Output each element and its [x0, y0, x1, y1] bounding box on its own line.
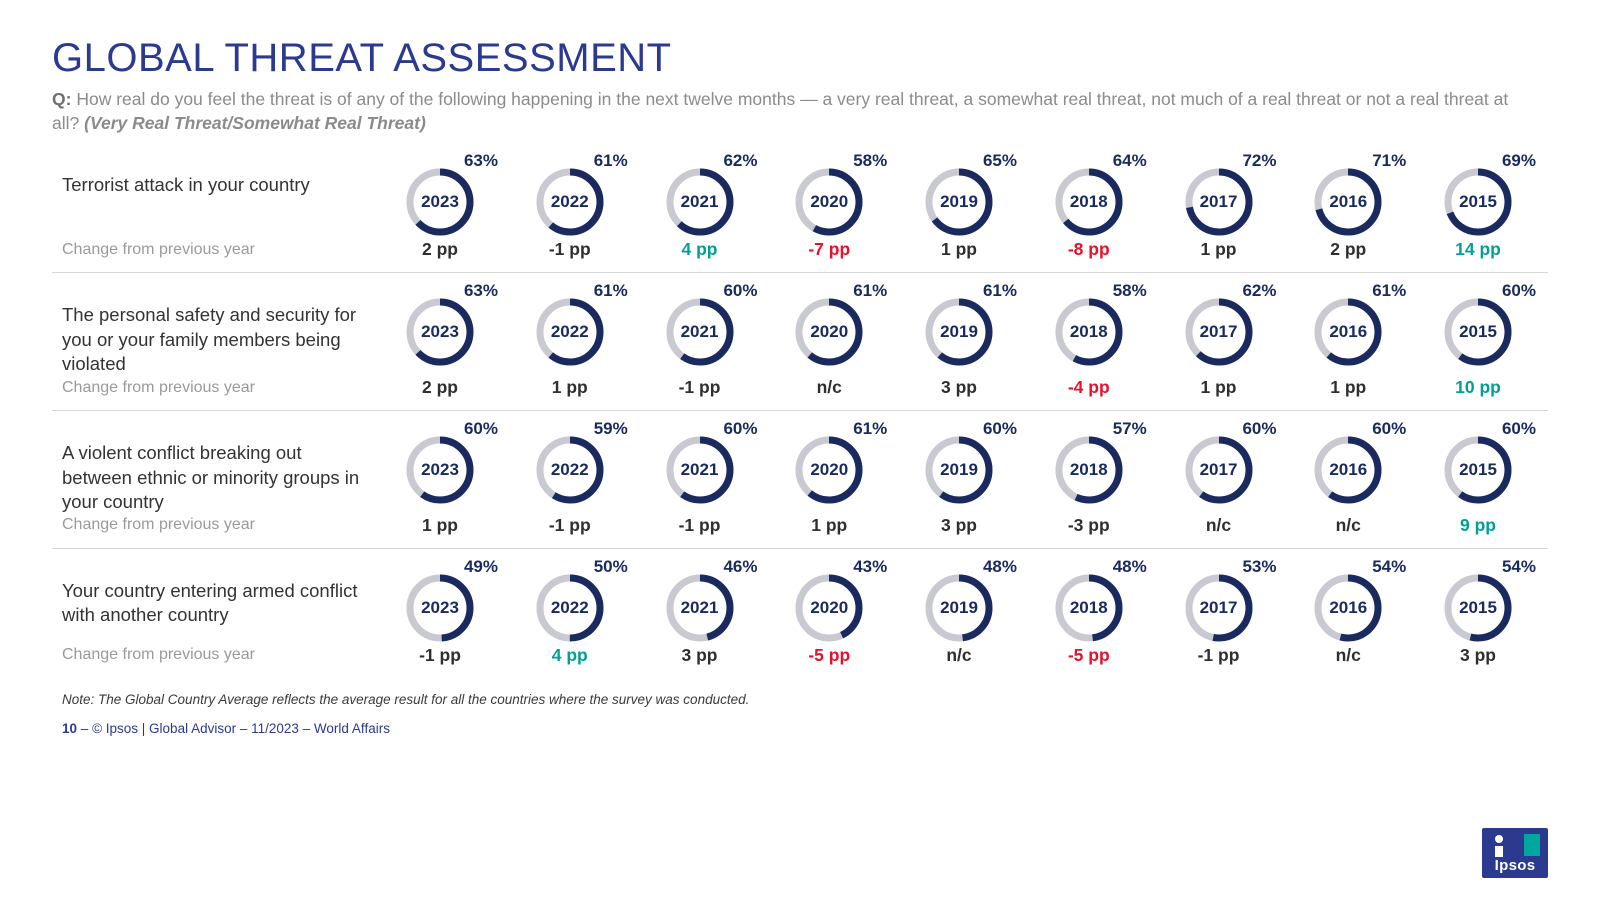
change-value: 4 pp [681, 239, 718, 260]
question-text [52, 88, 1532, 135]
change-value: -3 pp [1067, 514, 1110, 535]
donut-year-label: 2021 [680, 322, 719, 342]
donut-chart [1182, 165, 1256, 239]
donut-chart [1311, 165, 1385, 239]
change-value: n/c [1205, 514, 1232, 535]
donut-value-label: 60% [1372, 419, 1407, 439]
donut-year-label: 2015 [1459, 460, 1497, 480]
change-value: 1 pp [941, 239, 977, 260]
change-value: -1 pp [678, 377, 721, 398]
donut-chart [663, 165, 737, 239]
donut-year-label: 2023 [421, 597, 459, 617]
donut-year-label: 2022 [550, 597, 589, 617]
donut-chart [1311, 295, 1385, 369]
donut-chart [792, 295, 866, 369]
donut-value-label: 61% [1372, 281, 1407, 301]
donut-value-label: 60% [1242, 419, 1277, 439]
donut-year-label: 2018 [1069, 322, 1108, 342]
change-value: 1 pp [1200, 239, 1237, 260]
change-value: 3 pp [681, 644, 718, 665]
donut-chart [533, 433, 607, 507]
change-value: -8 pp [1067, 239, 1110, 260]
donut-chart [1441, 571, 1515, 645]
change-value: 1 pp [811, 514, 848, 535]
question-emphasis: (Very Real Threat/Somewhat Real Threat) [84, 112, 426, 133]
chart-rows [52, 143, 1548, 678]
donut-year-label: 2018 [1069, 460, 1108, 480]
donut-cell [376, 419, 504, 507]
change-value: 1 pp [551, 377, 588, 398]
donut-year-label: 2021 [680, 460, 719, 480]
footer [52, 721, 1548, 736]
donut-value-label: 50% [593, 556, 628, 576]
donut-chart [1182, 433, 1256, 507]
donut-year-label: 2017 [1199, 460, 1238, 480]
donut-cell [895, 557, 1023, 645]
donut-value-label: 61% [982, 281, 1017, 301]
donut-value-label: 60% [723, 281, 758, 301]
donut-chart [533, 165, 607, 239]
question-body: How real do you feel the threat is of any of the following happening in the next twelve months — a very real threat, a somewhat real threat, not much of a real threat or not a real threat at all? [52, 89, 1509, 133]
donut-year-label: 2023 [421, 322, 459, 342]
donut-value-label: 58% [853, 151, 888, 171]
donut-cell [506, 281, 634, 369]
donut-year-label: 2022 [550, 322, 589, 342]
donut-chart [403, 165, 477, 239]
donut-year-label: 2023 [421, 192, 459, 212]
donut-chart [1182, 571, 1256, 645]
donut-year-label: 2018 [1069, 597, 1108, 617]
donut-value-label: 60% [1501, 281, 1536, 301]
donut-cell [1155, 419, 1283, 507]
donut-chart [403, 295, 477, 369]
donut-year-label: 2016 [1329, 597, 1368, 617]
donut-year-label: 2017 [1199, 192, 1238, 212]
change-value: -4 pp [1067, 377, 1110, 398]
donut-chart [663, 571, 737, 645]
donut-chart [1441, 433, 1515, 507]
change-value: -1 pp [1197, 644, 1240, 665]
donut-chart [1182, 295, 1256, 369]
donut-value-label: 60% [463, 419, 498, 439]
donut-chart [792, 571, 866, 645]
change-group [372, 645, 1548, 666]
chart-row [52, 273, 1548, 411]
donut-cell [1284, 419, 1412, 507]
donut-chart [533, 571, 607, 645]
donut-value-label: 72% [1242, 151, 1277, 171]
donut-year-label: 2021 [680, 597, 719, 617]
donut-year-label: 2017 [1199, 322, 1238, 342]
donut-chart [792, 433, 866, 507]
donut-cell [376, 281, 504, 369]
donut-year-label: 2016 [1329, 192, 1368, 212]
donut-cell [895, 151, 1023, 239]
donut-cell [1025, 557, 1153, 645]
ipsos-logo [1482, 828, 1548, 878]
donut-cell [636, 281, 764, 369]
donut-value-label: 65% [982, 151, 1017, 171]
donut-chart [663, 295, 737, 369]
donut-value-label: 46% [723, 556, 758, 576]
donut-cell [1284, 557, 1412, 645]
donut-chart [663, 433, 737, 507]
donut-value-label: 53% [1242, 556, 1277, 576]
donut-chart [1052, 295, 1126, 369]
donut-value-label: 54% [1372, 556, 1407, 576]
donut-year-label: 2018 [1069, 192, 1108, 212]
donut-value-label: 71% [1372, 151, 1407, 171]
donut-cell [636, 557, 764, 645]
donut-year-label: 2015 [1459, 192, 1497, 212]
change-value: 9 pp [1460, 514, 1496, 535]
donut-cell [1414, 557, 1542, 645]
change-value: n/c [816, 377, 842, 398]
donut-year-label: 2022 [550, 460, 589, 480]
change-row [52, 645, 1548, 678]
page-title: GLOBAL THREAT ASSESSMENT [52, 36, 672, 80]
donut-value-label: 49% [463, 556, 498, 576]
donut-cell [636, 419, 764, 507]
donut-value-label: 60% [723, 419, 758, 439]
series-label: Your country entering armed conflict with another country [62, 579, 358, 626]
change-value: 3 pp [941, 377, 977, 398]
donut-cell [1284, 151, 1412, 239]
donut-year-label: 2016 [1329, 460, 1368, 480]
donut-cell [1155, 151, 1283, 239]
donut-chart [922, 295, 996, 369]
change-value: n/c [1335, 514, 1361, 535]
change-value: -5 pp [1067, 644, 1110, 665]
change-value: 2 pp [422, 239, 458, 260]
donut-chart [792, 165, 866, 239]
donut-cell [895, 419, 1023, 507]
change-group [372, 377, 1548, 398]
series-label: A violent conflict breaking out between ethnic or minority groups in your country [62, 442, 360, 513]
change-value: -1 pp [548, 239, 591, 260]
change-value: 1 pp [1200, 377, 1237, 398]
chart-row [52, 411, 1548, 549]
donut-cell [376, 151, 504, 239]
change-value: 1 pp [1330, 377, 1367, 398]
donut-year-label: 2019 [940, 460, 978, 480]
chart-row-body [52, 143, 1548, 239]
change-group [372, 515, 1548, 536]
donut-year-label: 2019 [940, 192, 978, 212]
donut-cell [1025, 151, 1153, 239]
change-value: n/c [1335, 644, 1361, 665]
donut-group [372, 411, 1548, 507]
chart-row-body [52, 549, 1548, 645]
donut-year-label: 2020 [810, 192, 849, 212]
donut-value-label: 59% [593, 419, 628, 439]
donut-cell [1025, 419, 1153, 507]
logo-bar-shape [1495, 846, 1503, 857]
donut-value-label: 57% [1112, 419, 1147, 439]
donut-cell [765, 557, 893, 645]
donut-value-label: 54% [1501, 556, 1536, 576]
donut-cell [1414, 281, 1542, 369]
change-row [52, 377, 1548, 410]
donut-cell [765, 419, 893, 507]
donut-year-label: 2023 [421, 460, 459, 480]
change-value: 3 pp [1460, 644, 1496, 665]
footer-source: © Ipsos | Global Advisor – 11/2023 – World Affairs [92, 720, 390, 736]
change-value: -7 pp [808, 239, 851, 260]
donut-group [372, 273, 1548, 369]
donut-cell [1155, 281, 1283, 369]
donut-chart [403, 433, 477, 507]
donut-year-label: 2019 [940, 322, 978, 342]
donut-cell [1284, 281, 1412, 369]
donut-chart [1052, 433, 1126, 507]
donut-group [372, 549, 1548, 645]
change-value: 10 pp [1455, 377, 1501, 398]
donut-cell [1155, 557, 1283, 645]
logo-wordmark: Ipsos [1494, 857, 1536, 874]
change-value: 14 pp [1455, 239, 1501, 260]
donut-value-label: 62% [723, 151, 758, 171]
donut-year-label: 2017 [1199, 597, 1238, 617]
donut-chart [1441, 165, 1515, 239]
donut-chart [922, 571, 996, 645]
donut-year-label: 2020 [810, 460, 849, 480]
change-row-label: Change from previous year [62, 516, 255, 534]
change-value: 4 pp [551, 644, 588, 665]
change-value: n/c [946, 644, 972, 665]
chart-row-body [52, 273, 1548, 377]
chart-row-body [52, 411, 1548, 515]
series-label: Terrorist attack in your country [62, 174, 310, 196]
donut-chart [922, 433, 996, 507]
page-number: 10 [62, 720, 78, 736]
donut-year-label: 2019 [940, 597, 978, 617]
note-text: Note: The Global Country Average reflects the average result for all the countries where the survey was conducted. [62, 691, 750, 707]
donut-value-label: 48% [1112, 556, 1147, 576]
donut-cell [376, 557, 504, 645]
logo-dot-shape [1495, 835, 1503, 843]
donut-cell [506, 557, 634, 645]
donut-cell [636, 151, 764, 239]
donut-chart [1052, 165, 1126, 239]
donut-value-label: 62% [1242, 281, 1277, 301]
donut-year-label: 2020 [810, 597, 849, 617]
donut-value-label: 43% [853, 556, 888, 576]
donut-cell [1414, 419, 1542, 507]
donut-chart [1311, 571, 1385, 645]
change-row [52, 239, 1548, 272]
change-value: -1 pp [678, 514, 721, 535]
donut-chart [403, 571, 477, 645]
donut-cell [1025, 281, 1153, 369]
donut-value-label: 58% [1112, 281, 1147, 301]
donut-chart [533, 295, 607, 369]
donut-value-label: 48% [982, 556, 1017, 576]
change-row [52, 515, 1548, 548]
footer-dash: – [80, 720, 89, 736]
donut-value-label: 69% [1501, 151, 1536, 171]
series-label: The personal safety and security for you or your family members being violated [62, 304, 357, 375]
donut-cell [1414, 151, 1542, 239]
donut-chart [1052, 571, 1126, 645]
change-group [372, 239, 1548, 260]
donut-value-label: 61% [853, 281, 888, 301]
donut-year-label: 2016 [1329, 322, 1368, 342]
donut-cell [506, 151, 634, 239]
donut-value-label: 61% [593, 281, 628, 301]
donut-cell [506, 419, 634, 507]
donut-year-label: 2022 [550, 192, 589, 212]
donut-value-label: 60% [982, 419, 1017, 439]
donut-cell [765, 281, 893, 369]
change-value: -1 pp [419, 644, 461, 665]
chart-row [52, 143, 1548, 273]
donut-value-label: 60% [1501, 419, 1536, 439]
change-row-label: Change from previous year [62, 240, 255, 258]
donut-value-label: 64% [1112, 151, 1147, 171]
donut-group [372, 143, 1548, 239]
donut-value-label: 61% [853, 419, 888, 439]
donut-cell [895, 281, 1023, 369]
donut-year-label: 2015 [1459, 322, 1497, 342]
donut-cell [765, 151, 893, 239]
logo-teal-shape [1524, 834, 1540, 856]
donut-year-label: 2021 [680, 192, 719, 212]
donut-year-label: 2015 [1459, 597, 1497, 617]
change-value: 3 pp [941, 514, 977, 535]
question-label: Q: [52, 89, 72, 109]
change-value: -1 pp [548, 514, 591, 535]
change-value: 1 pp [422, 514, 458, 535]
donut-chart [922, 165, 996, 239]
change-value: 2 pp [1330, 239, 1367, 260]
donut-value-label: 63% [463, 151, 498, 171]
change-row-label: Change from previous year [62, 646, 255, 664]
change-value: -5 pp [808, 644, 851, 665]
donut-chart [1441, 295, 1515, 369]
change-row-label: Change from previous year [62, 378, 255, 396]
donut-year-label: 2020 [810, 322, 849, 342]
donut-value-label: 63% [463, 281, 498, 301]
chart-row [52, 549, 1548, 678]
change-value: 2 pp [422, 377, 458, 398]
donut-chart [1311, 433, 1385, 507]
donut-value-label: 61% [593, 151, 628, 171]
